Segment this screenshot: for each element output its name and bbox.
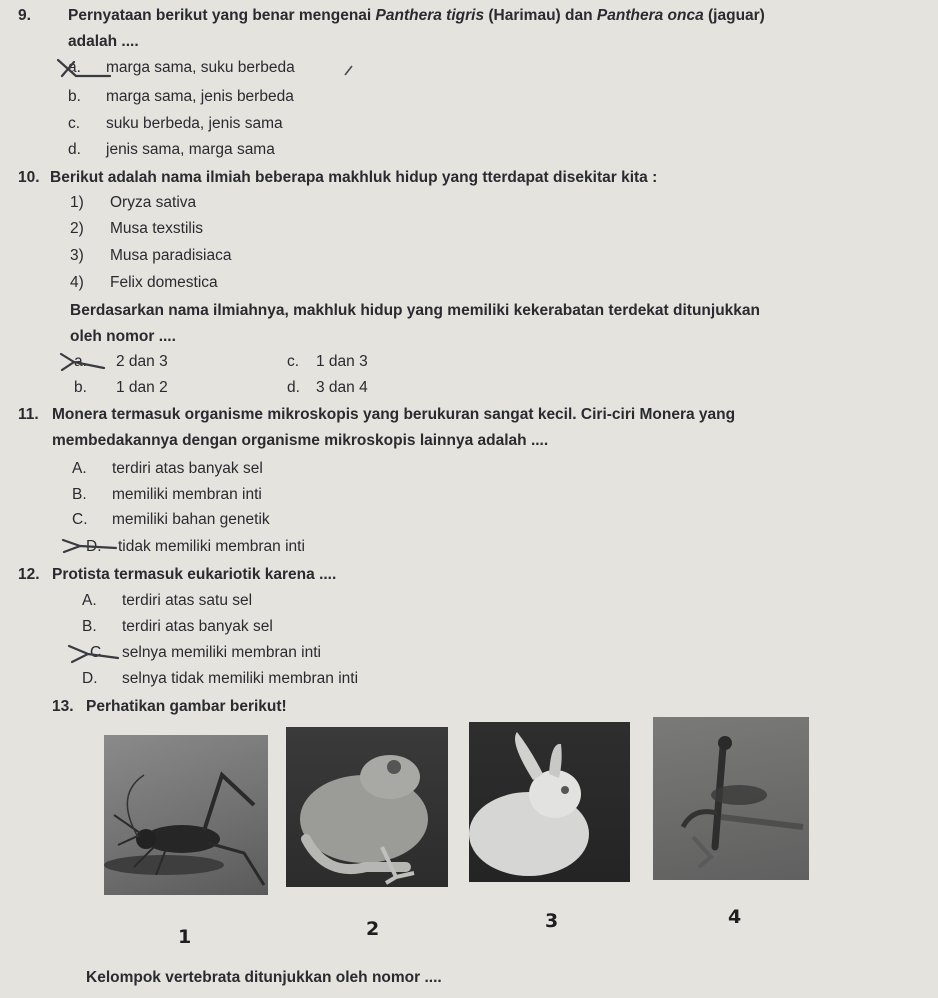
q11-stem-line2: membedakannya dengan organisme mikroskopis lainnya adalah .... [52,432,549,449]
photo-3-rabbit [469,722,630,882]
q12-option-c: selnya memiliki membran inti [122,644,321,661]
q11-option-d: tidak memiliki membran inti [118,538,305,555]
q11-option-b: memiliki membran inti [112,486,262,503]
q9-stem-part2: (Harimau) dan [484,7,597,24]
q9-stem-line2: adalah .... [68,33,139,50]
photo-2-frog [286,727,448,887]
q9-option-b-letter: b. [68,88,81,105]
q10-stem-line1: Berikut adalah nama ilmiah beberapa makhluk hidup yang tterdapat disekitar kita : [50,169,658,186]
q10-option-d-letter: d. [287,379,300,396]
q10-option-b: 1 dan 2 [116,379,168,396]
q10-option-b-letter: b. [74,379,87,396]
q10-item-2: Musa texstilis [110,220,204,237]
photo-3-label: 3 [545,910,559,932]
q11-option-a: terdiri atas banyak sel [112,460,263,477]
q11-option-a-letter: A. [72,460,87,477]
photo-2-label: 2 [366,918,380,940]
cricket-illustration [104,735,268,895]
q11-option-c: memiliki bahan genetik [112,511,270,528]
q10-item-1-number: 1) [70,194,84,211]
q9-stem-line1 [68,6,765,26]
q9-option-c: suku berbeda, jenis sama [106,115,283,132]
dragonfly-illustration [653,717,809,880]
q12-option-b-letter: B. [82,618,97,635]
q13-number: 13. [52,698,74,715]
q10-prompt-line2: oleh nomor .... [70,328,176,345]
q11-option-b-letter: B. [72,486,87,503]
q10-item-2-number: 2) [70,220,84,237]
q9-option-d-letter: d. [68,141,81,158]
q9-pencil-tick [342,62,358,78]
q10-option-c-letter: c. [287,353,300,370]
frog-illustration [286,727,448,887]
photo-1-label: 1 [178,926,192,948]
q10-item-3: Musa paradisiaca [110,247,232,264]
q11-number: 11. [18,406,39,423]
q11-stem-line1: Monera termasuk organisme mikroskopis yang berukuran sangat kecil. Ciri-ciri Monera yang [52,406,736,423]
q12-number: 12. [18,566,40,583]
q10-option-c: 1 dan 3 [316,353,368,370]
q11-answer-check-mark [60,534,120,558]
q9-option-c-letter: c. [68,115,81,132]
q12-option-a: terdiri atas satu sel [122,592,253,609]
q13-question: Kelompok vertebrata ditunjukkan oleh nomor .... [86,969,442,986]
q12-answer-check-mark [66,640,122,666]
q13-stem-line1: Perhatikan gambar berikut! [86,698,287,715]
q10-answer-check-mark [58,350,108,374]
q10-number: 10. [18,169,40,186]
q9-stem-part3: (jaguar) [703,7,765,24]
q9-option-d: jenis sama, marga sama [106,141,275,158]
q10-item-3-number: 3) [70,247,84,264]
q9-option-a-letter: a. [68,59,81,76]
q10-item-1: Oryza sativa [110,194,197,211]
q10-option-a-letter: a. [74,353,87,370]
q10-option-d: 3 dan 4 [316,379,368,396]
q12-option-c-letter: C. [90,644,106,661]
q9-species2: Panthera onca [596,7,704,24]
q9-number: 9. [18,7,31,24]
q9-species1: Panthera tigris [375,7,485,24]
q10-option-a: 2 dan 3 [116,353,168,370]
q10-item-4-number: 4) [70,274,84,291]
q9-stem-part1: Pernyataan berikut yang benar mengenai [68,7,376,24]
q12-option-d: selnya tidak memiliki membran inti [122,670,359,687]
q11-option-c-letter: C. [72,511,88,528]
q10-item-4: Felix domestica [110,274,218,291]
q10-prompt-line1: Berdasarkan nama ilmiahnya, makhluk hidup yang memiliki kekerabatan terdekat ditunjukkan [70,302,760,319]
q12-option-b: terdiri atas banyak sel [122,618,273,635]
q12-option-a-letter: A. [82,592,97,609]
q9-option-a: marga sama, suku berbeda [106,59,295,76]
q12-option-d-letter: D. [82,670,98,687]
q9-answer-check-mark [54,54,112,82]
photo-4-dragonfly [653,717,809,880]
q11-option-d-letter: D. [86,538,102,555]
rabbit-illustration [469,722,630,882]
q9-option-b: marga sama, jenis berbeda [106,88,294,105]
q12-stem-line1: Protista termasuk eukariotik karena .... [52,566,337,583]
photo-1-cricket [104,735,268,895]
photo-4-label: 4 [728,906,742,928]
